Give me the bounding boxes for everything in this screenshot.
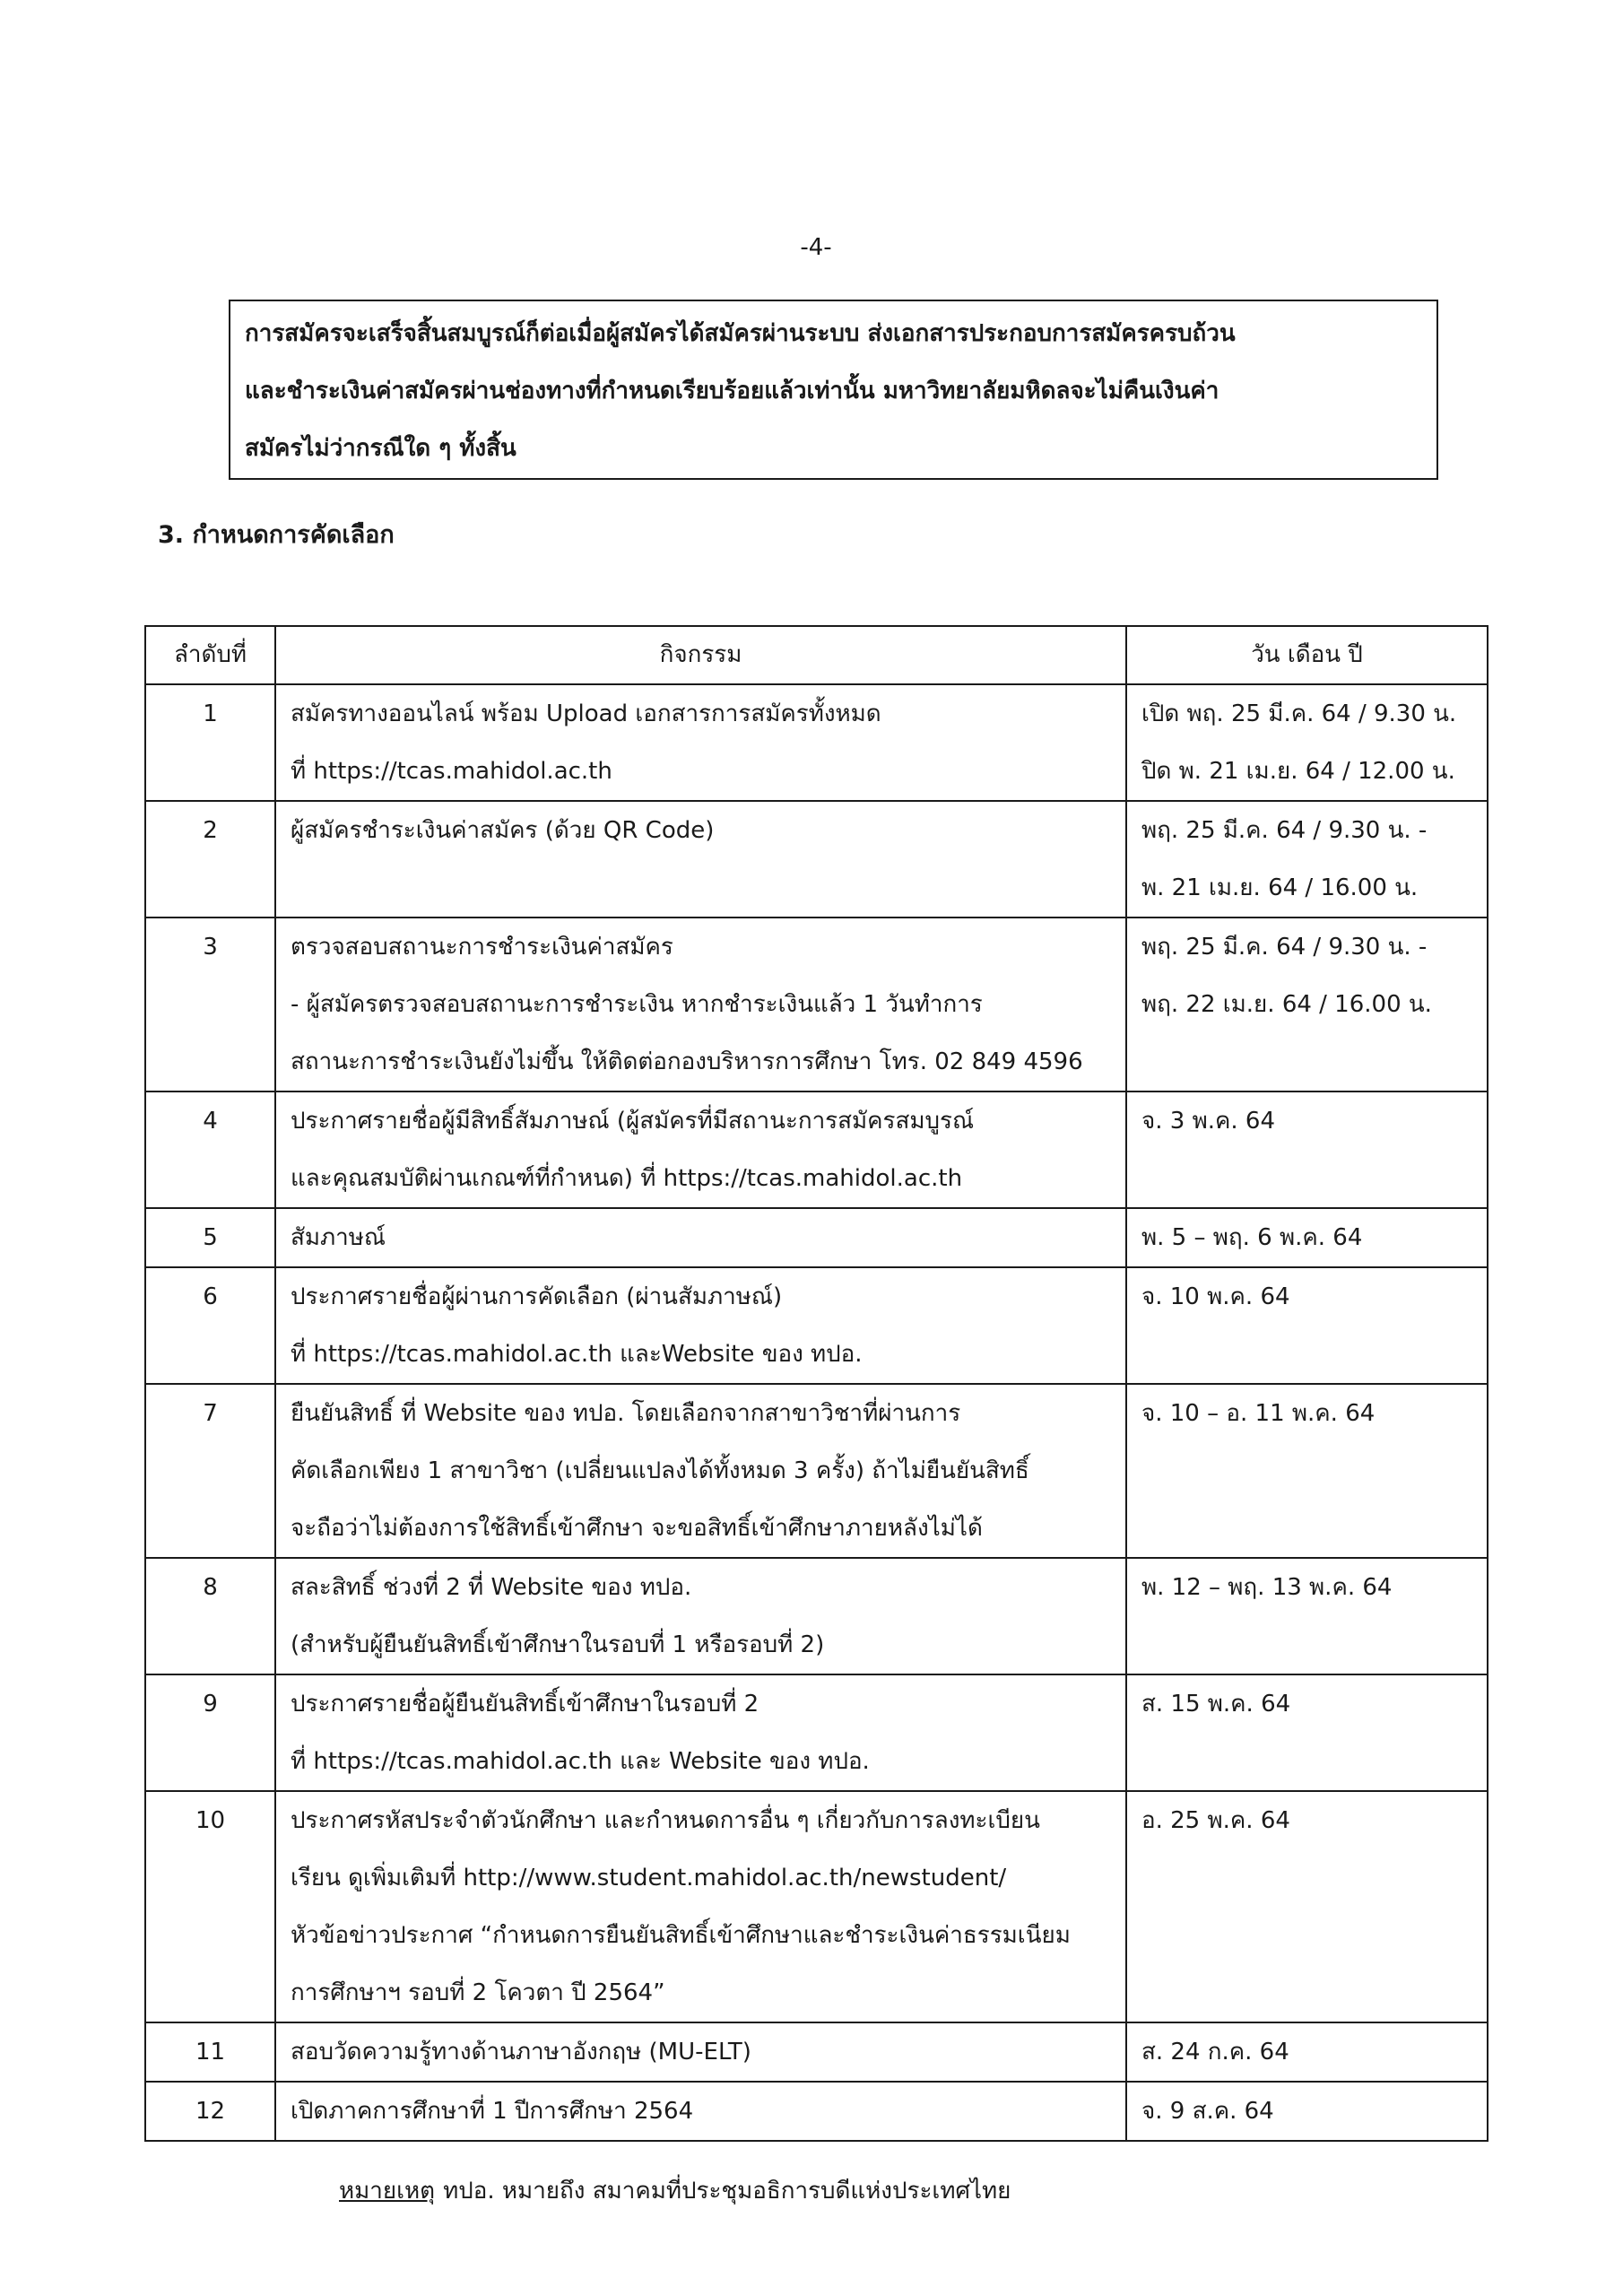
header-date: วัน เดือน ปี	[1126, 626, 1488, 684]
activity-line: และคุณสมบัติผ่านเกณฑ์ที่กำหนด) ที่ https://tcas.mahidol.ac.th	[291, 1165, 963, 1192]
activity-line: ประกาศรหัสประจำตัวนักศึกษา และกำหนดการอื่น ๆ เกี่ยวกับการลงทะเบียน	[291, 1807, 1040, 1834]
row-number: 10	[145, 1791, 275, 2022]
date-line: ส. 24 ก.ค. 64	[1141, 2039, 1289, 2066]
table-row	[145, 684, 1488, 801]
row-number: 7	[145, 1384, 275, 1558]
date-line: จ. 9 ส.ค. 64	[1141, 2098, 1274, 2125]
date-line: จ. 10 – อ. 11 พ.ค. 64	[1141, 1400, 1376, 1427]
activity-line: สอบวัดความรู้ทางด้านภาษาอังกฤษ (MU-ELT)	[291, 2039, 751, 2066]
activity-cell	[275, 1267, 1126, 1384]
table-row	[145, 2082, 1488, 2141]
date-cell	[1126, 1558, 1488, 1674]
date-line: ปิด พ. 21 เม.ย. 64 / 12.00 น.	[1141, 758, 1455, 785]
activity-line: สัมภาษณ์	[291, 1224, 386, 1251]
notice-box	[229, 300, 1438, 480]
table-row	[145, 1091, 1488, 1208]
date-line: พฤ. 22 เม.ย. 64 / 16.00 น.	[1141, 991, 1432, 1018]
footnote-text: ทปอ. หมายถึง สมาคมที่ประชุมอธิการบดีแห่งประเทศไทย	[443, 2178, 1011, 2205]
table-row	[145, 1674, 1488, 1791]
date-line: เปิด พฤ. 25 มี.ค. 64 / 9.30 น.	[1141, 700, 1457, 727]
activity-cell	[275, 801, 1126, 918]
date-cell	[1126, 2022, 1488, 2082]
page-number: -4-	[800, 234, 832, 261]
notice-line: และชำระเงินค่าสมัครผ่านช่องทางที่กำหนดเรียบร้อยแล้วเท่านั้น มหาวิทยาลัยมหิดลจะไม่คืนเงินค่า	[245, 378, 1219, 404]
row-number: 12	[145, 2082, 275, 2141]
activity-line: ผู้สมัครชำระเงินค่าสมัคร (ด้วย QR Code)	[291, 817, 715, 844]
activity-line: คัดเลือกเพียง 1 สาขาวิชา (เปลี่ยนแปลงได้ทั้งหมด 3 ครั้ง) ถ้าไม่ยืนยันสิทธิ์	[291, 1457, 1029, 1484]
date-cell	[1126, 1384, 1488, 1558]
row-number: 2	[145, 801, 275, 918]
activity-line: หัวข้อข่าวประกาศ “กำหนดการยืนยันสิทธิ์เข้าศึกษาและชำระเงินค่าธรรมเนียม	[291, 1922, 1071, 1949]
activity-line: เรียน ดูเพิ่มเติมที่ http://www.student.mahidol.ac.th/newstudent/	[291, 1865, 1007, 1892]
activity-line: ตรวจสอบสถานะการชำระเงินค่าสมัคร	[291, 934, 673, 961]
activity-line: สมัครทางออนไลน์ พร้อม Upload เอกสารการสมัครทั้งหมด	[291, 700, 881, 727]
activity-line: การศึกษาฯ รอบที่ 2 โควตา ปี 2564”	[291, 1979, 665, 2006]
row-number: 3	[145, 918, 275, 1091]
activity-cell	[275, 684, 1126, 801]
table-header-row	[145, 626, 1488, 684]
activity-cell	[275, 2082, 1126, 2141]
notice-line: การสมัครจะเสร็จสิ้นสมบูรณ์ก็ต่อเมื่อผู้สมัครได้สมัครผ่านระบบ ส่งเอกสารประกอบการสมัครครบถ้วน	[245, 320, 1236, 347]
activity-line: ที่ https://tcas.mahidol.ac.th	[291, 758, 612, 785]
date-line: จ. 10 พ.ค. 64	[1141, 1283, 1290, 1310]
row-number: 8	[145, 1558, 275, 1674]
date-line: พฤ. 25 มี.ค. 64 / 9.30 น. -	[1141, 934, 1428, 961]
header-number: ลำดับที่	[145, 626, 275, 684]
activity-cell	[275, 1384, 1126, 1558]
row-number: 9	[145, 1674, 275, 1791]
header-activity: กิจกรรม	[275, 626, 1126, 684]
activity-line: เปิดภาคการศึกษาที่ 1 ปีการศึกษา 2564	[291, 2098, 694, 2125]
row-number: 1	[145, 684, 275, 801]
activity-cell	[275, 1091, 1126, 1208]
activity-cell	[275, 2022, 1126, 2082]
date-cell	[1126, 1091, 1488, 1208]
date-line: พ. 5 – พฤ. 6 พ.ค. 64	[1141, 1224, 1363, 1251]
row-number: 4	[145, 1091, 275, 1208]
table-row	[145, 1791, 1488, 2022]
date-line: พ. 21 เม.ย. 64 / 16.00 น.	[1141, 874, 1419, 901]
section-heading: 3. กำหนดการคัดเลือก	[158, 521, 395, 549]
activity-line: ประกาศรายชื่อผู้ยืนยันสิทธิ์เข้าศึกษาในรอบที่ 2	[291, 1691, 759, 1718]
table-row	[145, 1267, 1488, 1384]
table-row	[145, 2022, 1488, 2082]
footnote	[339, 2163, 1011, 2219]
activity-line: ที่ https://tcas.mahidol.ac.th และ Website ของ ทปอ.	[291, 1748, 870, 1775]
date-cell	[1126, 1267, 1488, 1384]
table-row	[145, 1558, 1488, 1674]
table-row	[145, 801, 1488, 918]
activity-cell	[275, 1208, 1126, 1267]
activity-cell	[275, 1558, 1126, 1674]
date-cell	[1126, 1208, 1488, 1267]
table-row	[145, 1384, 1488, 1558]
row-number: 6	[145, 1267, 275, 1384]
date-cell	[1126, 918, 1488, 1091]
activity-line: สละสิทธิ์ ช่วงที่ 2 ที่ Website ของ ทปอ.	[291, 1574, 692, 1601]
table-row	[145, 918, 1488, 1091]
date-line: จ. 3 พ.ค. 64	[1141, 1108, 1275, 1135]
activity-line: ประกาศรายชื่อผู้ผ่านการคัดเลือก (ผ่านสัมภาษณ์)	[291, 1283, 783, 1310]
activity-line: สถานะการชำระเงินยังไม่ขึ้น ให้ติดต่อกองบริหารการศึกษา โทร. 02 849 4596	[291, 1048, 1083, 1075]
activity-line: จะถือว่าไม่ต้องการใช้สิทธิ์เข้าศึกษา จะขอสิทธิ์เข้าศึกษาภายหลังไม่ได้	[291, 1515, 983, 1542]
date-cell	[1126, 684, 1488, 801]
activity-line: ที่ https://tcas.mahidol.ac.th และWebsite ของ ทปอ.	[291, 1341, 863, 1368]
date-line: พ. 12 – พฤ. 13 พ.ค. 64	[1141, 1574, 1393, 1601]
date-cell	[1126, 801, 1488, 918]
schedule-table	[144, 625, 1488, 2142]
table-body	[145, 684, 1488, 2141]
activity-line: - ผู้สมัครตรวจสอบสถานะการชำระเงิน หากชำระเงินแล้ว 1 วันทำการ	[291, 991, 983, 1018]
activity-cell	[275, 918, 1126, 1091]
notice-line: สมัครไม่ว่ากรณีใด ๆ ทั้งสิ้น	[245, 435, 516, 462]
footnote-label: หมายเหตุ	[339, 2178, 436, 2205]
date-cell	[1126, 1674, 1488, 1791]
date-line: อ. 25 พ.ค. 64	[1141, 1807, 1290, 1834]
row-number: 5	[145, 1208, 275, 1267]
date-line: ส. 15 พ.ค. 64	[1141, 1691, 1291, 1718]
date-cell	[1126, 1791, 1488, 2022]
table-row	[145, 1208, 1488, 1267]
activity-line: (สำหรับผู้ยืนยันสิทธิ์เข้าศึกษาในรอบที่ 1 หรือรอบที่ 2)	[291, 1631, 825, 1658]
activity-line: ยืนยันสิทธิ์ ที่ Website ของ ทปอ. โดยเลือกจากสาขาวิชาที่ผ่านการ	[291, 1400, 961, 1427]
date-cell	[1126, 2082, 1488, 2141]
activity-cell	[275, 1674, 1126, 1791]
date-line: พฤ. 25 มี.ค. 64 / 9.30 น. -	[1141, 817, 1428, 844]
row-number: 11	[145, 2022, 275, 2082]
activity-cell	[275, 1791, 1126, 2022]
activity-line: ประกาศรายชื่อผู้มีสิทธิ์สัมภาษณ์ (ผู้สมัครที่มีสถานะการสมัครสมบูรณ์	[291, 1108, 975, 1135]
table-header	[145, 626, 1488, 684]
